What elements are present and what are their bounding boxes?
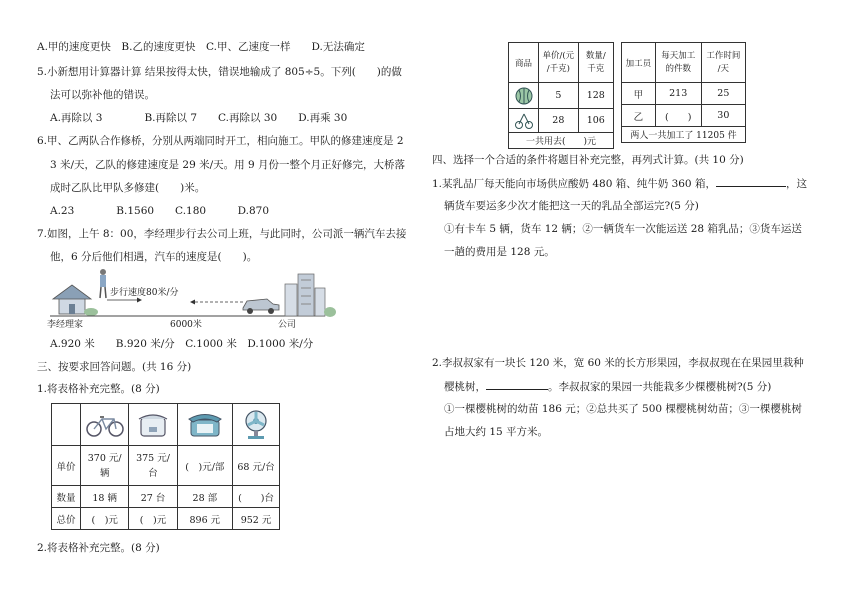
q5-stem-line1: 5.小新想用计算器计算 结果按得太快，错误地输成了 805÷5。下列( )的做 [37,66,402,78]
quantity-cell-cooker: 27 台 [129,486,177,508]
q5-stem-line2: 法可以弥补他的错误。 [50,89,155,101]
daily-pieces-col-header: 每天加工 的件数 [655,43,701,83]
q6-stem-line1: 6.甲、乙两队合作修桥，分别从两端同时开工，相向施工。甲队的修建速度是 2 [37,135,404,147]
car-icon [243,299,279,314]
electric-fan-icon [238,409,274,441]
total-cell-phone: 896 元 [177,508,232,530]
q7-home-label: 李经理家 [47,320,84,330]
section4-title: 四、选择一个合适的条件将题目补充完整，再列式计算。(共 10 分) [432,154,744,166]
q6-options: A.23 B.1560 C.180 D.870 [50,205,270,217]
cherry-icon [514,112,534,130]
quantity-cell-fan: ( )台 [233,486,280,508]
worker1-name: 甲 [622,83,656,105]
s4-q2-line1: 2.李叔叔家有一块长 120 米，宽 60 米的长方形果园，李叔叔现在在果园里栽种 [432,357,804,369]
s4-q2-line2: 樱桃树， 。李叔叔家的果园一共能栽多少棵樱桃树?(5 分) [444,381,772,393]
goods2-price: 28 [539,109,578,133]
s4-q1-line1: 1.某乳品厂每天能向市场供应酸奶 480 箱、纯牛奶 360 箱， ，这 [432,178,807,190]
goods-col-header: 商品 [509,43,539,83]
worker2-days: 30 [701,105,745,127]
rice-cooker-icon [133,410,173,440]
total-cell-fan: 952 元 [233,508,280,530]
price-table [51,403,280,530]
price-cell-cooker: 375 元/ 台 [129,446,177,486]
goods2-quantity: 106 [578,109,613,133]
q7-stem-line1: 7.如图，上午 8：00，李经理步行去公司上班，与此同时，公司派一辆汽车去接 [37,228,407,240]
s3-q1-title: 1.将表格补充完整。(8 分) [37,383,160,395]
company-building-icon [285,274,336,317]
telephone-icon [185,410,225,440]
q5-options: A.再除以 3 B.再除以 7 C.再除以 30 D.再乘 30 [50,112,348,124]
q6-stem-line3: 成时乙队比甲队多修建( )米。 [50,182,206,194]
goods1-quantity: 128 [578,83,613,109]
person-icon [100,269,106,298]
s4-q1-options-line1: ①有卡车 5 辆，货车 12 辆；②一辆货车一次能运送 28 箱乳品；③货车运送 [444,223,802,235]
worker-col-header: 加工员 [622,43,656,83]
quantity-cell-bicycle: 18 辆 [81,486,129,508]
goods-table [508,42,614,149]
s4-q1-blank [716,176,786,187]
house-icon [53,285,98,316]
total-cell-cooker: ( )元 [129,508,177,530]
price-cell-fan: 68 元/台 [233,446,280,486]
worker-table [621,42,746,143]
q7-distance-label: 6000米 [170,320,202,330]
unit-price-col-header: 单价/(元 /千克) [539,43,578,83]
q6-stem-line2: 3 米/天，乙队的修建速度是 29 米/天。用 9 月份一整个月正好修完，大桥落 [50,159,405,171]
s3-q2-title: 2.将表格补充完整。(8 分) [37,542,160,554]
price-cell-bicycle: 370 元/ 辆 [81,446,129,486]
q4-options: A.甲的速度更快 B.乙的速度更快 C.甲、乙速度一样 D.无法确定 [37,41,365,53]
worker-table-footer: 两人一共加工了 11205 件 [622,127,746,143]
quantity-row-label: 数量 [52,486,81,508]
q7-company-label: 公司 [278,320,297,330]
work-days-col-header: 工作时间 /天 [701,43,745,83]
worker2-name: 乙 [622,105,656,127]
s4-q2-blank [486,379,548,390]
quantity-cell-phone: 28 部 [177,486,232,508]
watermelon-icon [514,86,534,106]
section3-title: 三、按要求回答问题。(共 16 分) [37,361,192,373]
q7-options: A.920 米 B.920 米/分 C.1000 米 D.1000 米/分 [50,338,314,350]
s4-q1-line2: 辆货车要运多少次才能把这一天的乳品全部运完?(5 分) [444,200,699,212]
total-cell-bicycle: ( )元 [81,508,129,530]
q7-walk-speed-label: 步行速度80米/分 [110,288,179,298]
q7-stem-line2: 他，6 分后他们相遇，汽车的速度是( )。 [50,251,258,263]
q7-figure [45,268,345,330]
s4-q2-options-line2: 占地大约 15 平方米。 [444,426,549,438]
s4-q2-options-line1: ①一棵樱桃树的幼苗 186 元；②总共买了 500 棵樱桃树幼苗；③一棵樱桃树 [444,403,802,415]
empty-header-cell [52,404,81,446]
price-row-label: 单价 [52,446,81,486]
s4-q1-options-line2: 一趟的费用是 128 元。 [444,246,555,258]
goods1-price: 5 [539,83,578,109]
bicycle-icon [84,411,126,439]
worker1-days: 25 [701,83,745,105]
total-row-label: 总价 [52,508,81,530]
quantity-col-header: 数量/ 千克 [578,43,613,83]
worker2-daily: ( ) [655,105,701,127]
price-cell-phone: ( )元/部 [177,446,232,486]
goods-table-footer: 一共用去( )元 [509,133,614,149]
worker1-daily: 213 [655,83,701,105]
